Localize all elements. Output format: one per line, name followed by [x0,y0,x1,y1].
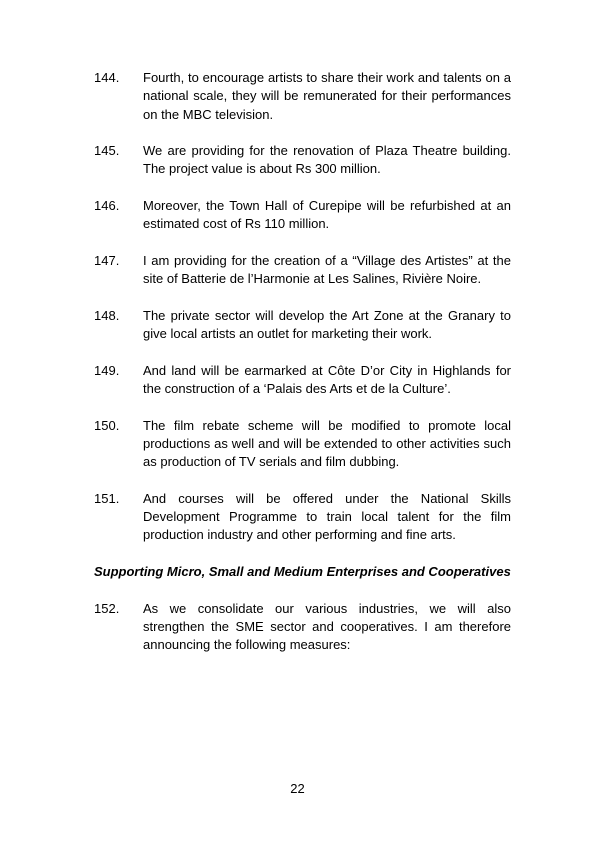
paragraph-text: The film rebate scheme will be modified to promote local productions as well and will be extended to other activities such as production of TV serials and film dubbing. [143,417,511,470]
paragraph-number: 149. [94,362,120,378]
paragraph-number: 150. [94,417,120,433]
page-number: 22 [290,781,305,796]
paragraph-text: As we consolidate our various industries, we will also strengthen the SME sector and cooperatives. I am therefore announcing the following measures: [143,600,511,653]
paragraph-number: 147. [94,252,120,268]
paragraph-text: We are providing for the renovation of Plaza Theatre building. The project value is about Rs 300 million. [143,143,511,177]
numbered-paragraph [94,600,511,655]
paragraph-list [94,69,511,545]
paragraph-text: And land will be earmarked at Côte D’or City in Highlands for the construction of a ‘Palais des Arts et de la Culture’. [143,362,511,397]
numbered-paragraph [94,307,511,344]
paragraph-number: 144. [94,70,120,85]
page-content [94,69,511,673]
paragraph-number: 152. [94,600,120,616]
paragraph-number: 148. [94,307,120,323]
paragraph-text: Moreover, the Town Hall of Curepipe will be refurbished at an estimated cost of Rs 110 million. [143,198,511,232]
numbered-paragraph [94,142,511,179]
numbered-paragraph [94,252,511,289]
paragraph-number: 145. [94,143,120,159]
paragraph-text: And courses will be offered under the National Skills Development Programme to train local talent for the film production industry and other performing and fine arts. [143,490,511,543]
numbered-paragraph [94,362,511,399]
paragraph-list-after-heading [94,600,511,655]
numbered-paragraph [94,490,511,545]
paragraph-text: Fourth, to encourage artists to share their work and talents on a national scale, they will be remunerated for their performances on the MBC television. [143,70,511,122]
paragraph-text: I am providing for the creation of a “Village des Artistes” at the site of Batterie de l’Harmonie at Les Salines, Rivière Noire. [143,252,511,287]
paragraph-number: 146. [94,198,120,214]
numbered-paragraph [94,417,511,472]
paragraph-text: The private sector will develop the Art Zone at the Granary to give local artists an outlet for marketing their work. [143,307,511,342]
numbered-paragraph [94,197,511,234]
section-heading: Supporting Micro, Small and Medium Enterprises and Cooperatives [94,564,511,580]
paragraph-number: 151. [94,490,120,506]
numbered-paragraph [94,69,511,124]
